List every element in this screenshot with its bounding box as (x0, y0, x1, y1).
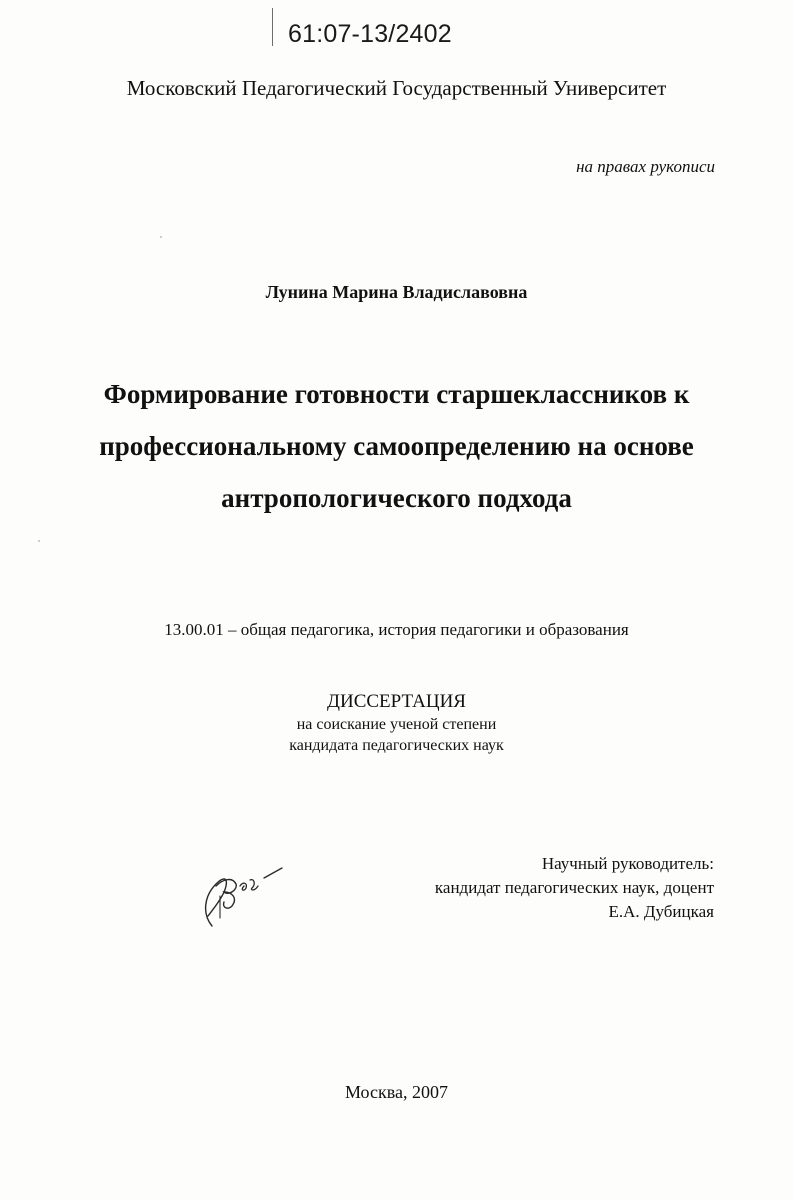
degree-field-line: кандидата педагогических наук (289, 737, 504, 754)
dissertation-title (60, 368, 733, 524)
manuscript-rights-note: на правах рукописи (576, 157, 715, 176)
specialty-code: 13.00.01 – общая педагогика, история педагогики и образования (164, 620, 629, 639)
degree-line: на соискание ученой степени (296, 716, 497, 733)
title-line: антропологического подхода (221, 483, 572, 513)
author-name: Лунина Марина Владиславовна (265, 282, 528, 302)
handwritten-signature (198, 856, 290, 930)
dissertation-degree-block (0, 690, 793, 756)
supervisor-name: Е.А. Дубицкая (608, 902, 714, 921)
title-line: Формирование готовности старшеклассников к (103, 379, 690, 409)
catalog-number: 61:07-13/2402 (288, 20, 452, 48)
dissertation-heading: ДИССЕРТАЦИЯ (327, 691, 466, 712)
stamp-divider (272, 8, 273, 46)
supervisor-label: Научный руководитель: (541, 854, 714, 873)
title-line: профессиональному самоопределению на основе (99, 431, 694, 461)
scan-speck (38, 540, 40, 542)
place-and-year: Москва, 2007 (345, 1082, 448, 1102)
supervisor-degree: кандидат педагогических наук, доцент (434, 878, 714, 897)
university-name: Московский Педагогический Государственный Университет (126, 76, 667, 100)
supervisor-block (435, 852, 714, 924)
scan-speck (160, 236, 162, 238)
